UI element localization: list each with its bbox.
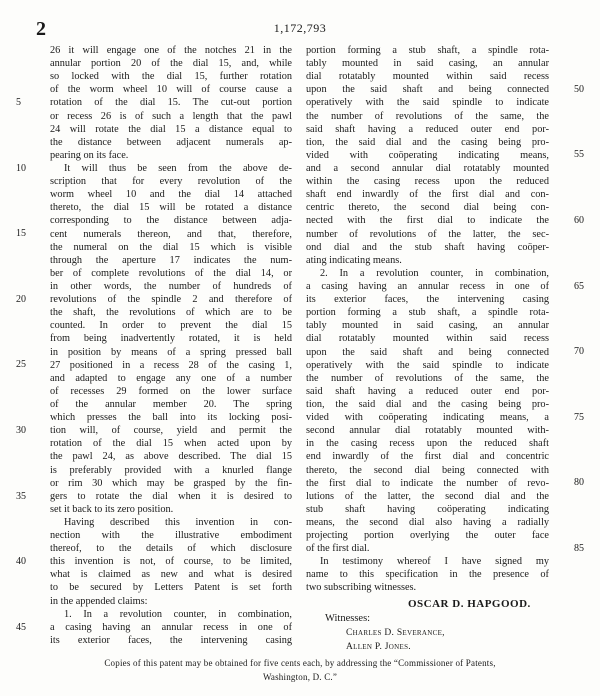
line-number: 30 [16,424,26,436]
line-number: 45 [16,621,26,633]
text-line: second annular dial rotatably mounted with- [306,425,549,437]
text-line: ating indicating means. [306,254,402,266]
text-line: lutions of the latter, the second dial and the [306,490,549,502]
witness-name: Charles D. Severance, [346,628,445,638]
patent-number: 1,172,793 [273,21,327,35]
text-line: cent numerals thereon, and that, therefore, [50,228,292,240]
footer-line: Copies of this patent may be obtained for five cents each, by addressing the “Commissioner of Patents, [104,658,496,668]
text-line: this invention is not, of course, to be limited, [50,556,292,568]
text-line: vided with coöperating indicating means, a [306,412,549,424]
text-line: annular portion 20 of the dial 15, and, while [50,58,292,70]
line-number: 40 [16,556,26,568]
text-line: upon the said shaft and being connected [306,346,549,358]
line-number: 70 [574,346,584,358]
text-line: Having described this invention in con- [64,516,292,528]
text-line: 2. In a revolution counter, in combination, [320,267,549,279]
text-line: vided with coöperating indicating means, [306,149,549,161]
text-line: operatively with the said spindle to indicate [306,359,549,371]
text-line: name to this specification in the presence of [306,569,549,581]
text-line: 24 will rotate the dial 15 a distance equal to [50,123,292,135]
text-line: tably mounted in said casing, an annular [306,58,549,70]
text-line: scription that for every revolution of the [50,176,292,188]
text-line: or recess 26 is of such a length that the pawl [50,110,292,122]
text-line: shaft end inwardly of the first dial and con- [306,189,549,201]
line-number: 35 [16,490,26,502]
text-line: tably mounted in said casing, an annular [306,320,549,332]
text-line: a casing having an annular recess in one of [50,621,292,633]
line-number: 10 [16,162,26,174]
witness-name: Allen P. Jones. [346,642,411,652]
text-line: the distance between adjacent numerals ap- [50,136,292,148]
text-line: the shaft, the revolutions of which are to be [50,307,292,319]
text-line: nection with the illustrative embodiment [50,530,292,542]
text-line: 1. In a revolution counter, in combination, [64,608,292,620]
text-line: portion forming a stub shaft, a spindle rota- [306,45,549,56]
text-line: 27 positioned in a recess 28 of the casing 1, [50,359,292,371]
text-line: dial rotatably mounted within said recess [306,71,549,83]
text-line: nected with the first dial to indicate the [306,215,549,227]
text-line: thereto, the second dial being connected with [306,464,549,476]
text-line: thereto, the dial 15 will be rotated a distance [50,202,292,214]
text-line: upon the said shaft and being connected [306,84,549,96]
text-line: what is claimed as new and what is desired [50,569,292,581]
text-line: the first dial to indicate the number of revo- [306,477,549,489]
text-line: in position by means of a spring pressed ball [50,346,292,358]
text-line: rotation of the dial 15. The cut-out portion [50,97,292,109]
text-line: in other words, the number of hundreds of [50,280,292,292]
line-number: 65 [574,280,584,292]
text-line: operatively with the said spindle to indicate [306,97,549,109]
inventor-signature: OSCAR D. HAPGOOD. [408,598,531,610]
witnesses-label: Witnesses: [325,613,371,624]
text-line: means, the second dial also having a radially [306,516,549,528]
text-line: through the aperture 17 indicates the num- [50,254,292,266]
text-line: end inwardly of the first dial and concentric [306,451,549,463]
line-number: 85 [574,543,584,555]
text-line: and adapted to engage any one of a number [50,372,292,384]
text-line: ber of complete revolutions of the dial 14, or [50,267,292,279]
text-line: pearing on its face. [50,149,129,161]
right-text-column [306,44,549,595]
text-line: to be secured by Letters Patent is set forth [50,582,292,594]
text-line: In testimony whereof I have signed my [320,556,549,568]
text-line: two subscribing witnesses. [306,582,417,594]
text-line: projecting portion overlying the outer face [306,530,549,542]
text-line: its exterior faces, the intervening casing [306,294,549,306]
text-line: stub shaft having coöperating indicating [306,503,549,515]
line-number: 60 [574,215,584,227]
footer-note [0,656,600,684]
text-line: number of revolutions of the latter, the sec- [306,228,549,240]
text-line: counted. In order to prevent the dial 15 [50,320,292,332]
line-number: 55 [574,149,584,161]
text-line: It will thus be seen from the above de- [64,162,292,174]
text-line: portion forming a stub shaft, a spindle rota- [306,307,549,319]
text-line: in the appended claims: [50,595,148,607]
line-number: 75 [574,411,584,423]
text-line: within the casing recess upon the reduced [306,176,549,188]
page-number: 2 [36,18,46,40]
left-text-column [50,44,292,647]
text-line: tion, the said dial and the casing being pro- [306,398,549,410]
text-line: corresponding to the distance between adja- [50,215,292,227]
text-line: gers to rotate the dial when it is desired to [50,490,292,502]
text-line: thereof, to the details of which disclosure [50,543,292,555]
text-line: the number of revolutions of the same, the [306,110,549,122]
text-line: of the worm wheel 10 will of course cause a [50,84,292,96]
text-line: 26 it will engage one of the notches 21 in the [50,45,292,56]
text-line: dial rotatably mounted within said recess [306,333,549,345]
text-line: so locked with the dial 15, further rotation [50,71,292,83]
text-line: revolutions of the spindle 2 and therefore of [50,294,292,306]
text-line: tion will, of course, yield and permit the [50,425,292,437]
text-line: its exterior faces, the intervening casing [50,634,292,646]
text-line: said shaft having a reduced outer end por- [306,385,549,397]
text-line: the pawl 24, as above described. The dial 15 [50,451,292,463]
text-line: in the casing recess upon the reduced shaft [306,438,549,450]
text-line: worm wheel 10 and the dial 14 attached [50,189,292,201]
footer-line: Washington, D. C.” [262,672,338,682]
text-line: of recesses 29 formed on the lower surface [50,385,292,397]
text-line: ond dial and the stub shaft having coöper- [306,241,549,253]
text-line: which presses the ball into its locking posi- [50,412,292,424]
text-line: the numeral on the dial 15 which is visible [50,241,292,253]
text-line: tion, the said dial and the casing being pro- [306,136,549,148]
line-number: 25 [16,359,26,371]
line-number: 15 [16,228,26,240]
line-number: 50 [574,83,584,95]
text-line: said shaft having a reduced outer end por- [306,123,549,135]
text-line: or rim 30 which may be grasped by the fin- [50,477,292,489]
line-number: 5 [16,96,21,108]
text-line: and a second annular dial rotatably mounted [306,162,549,174]
text-line: of the annular member 20. The spring [50,398,292,410]
text-line: a casing having an annular recess in one of [306,280,549,292]
line-number: 80 [574,477,584,489]
line-number: 20 [16,293,26,305]
text-line: is preferably provided with a knurled flange [50,464,292,476]
text-line: of the first dial. [306,543,370,555]
text-line: from being inadvertently rotated, it is held [50,333,292,345]
text-line: set it back to its zero position. [50,503,174,515]
text-line: rotation of the dial 15 when acted upon by [50,438,292,450]
text-line: centric thereto, the second dial being con- [306,202,549,214]
text-line: the number of revolutions of the same, the [306,372,549,384]
